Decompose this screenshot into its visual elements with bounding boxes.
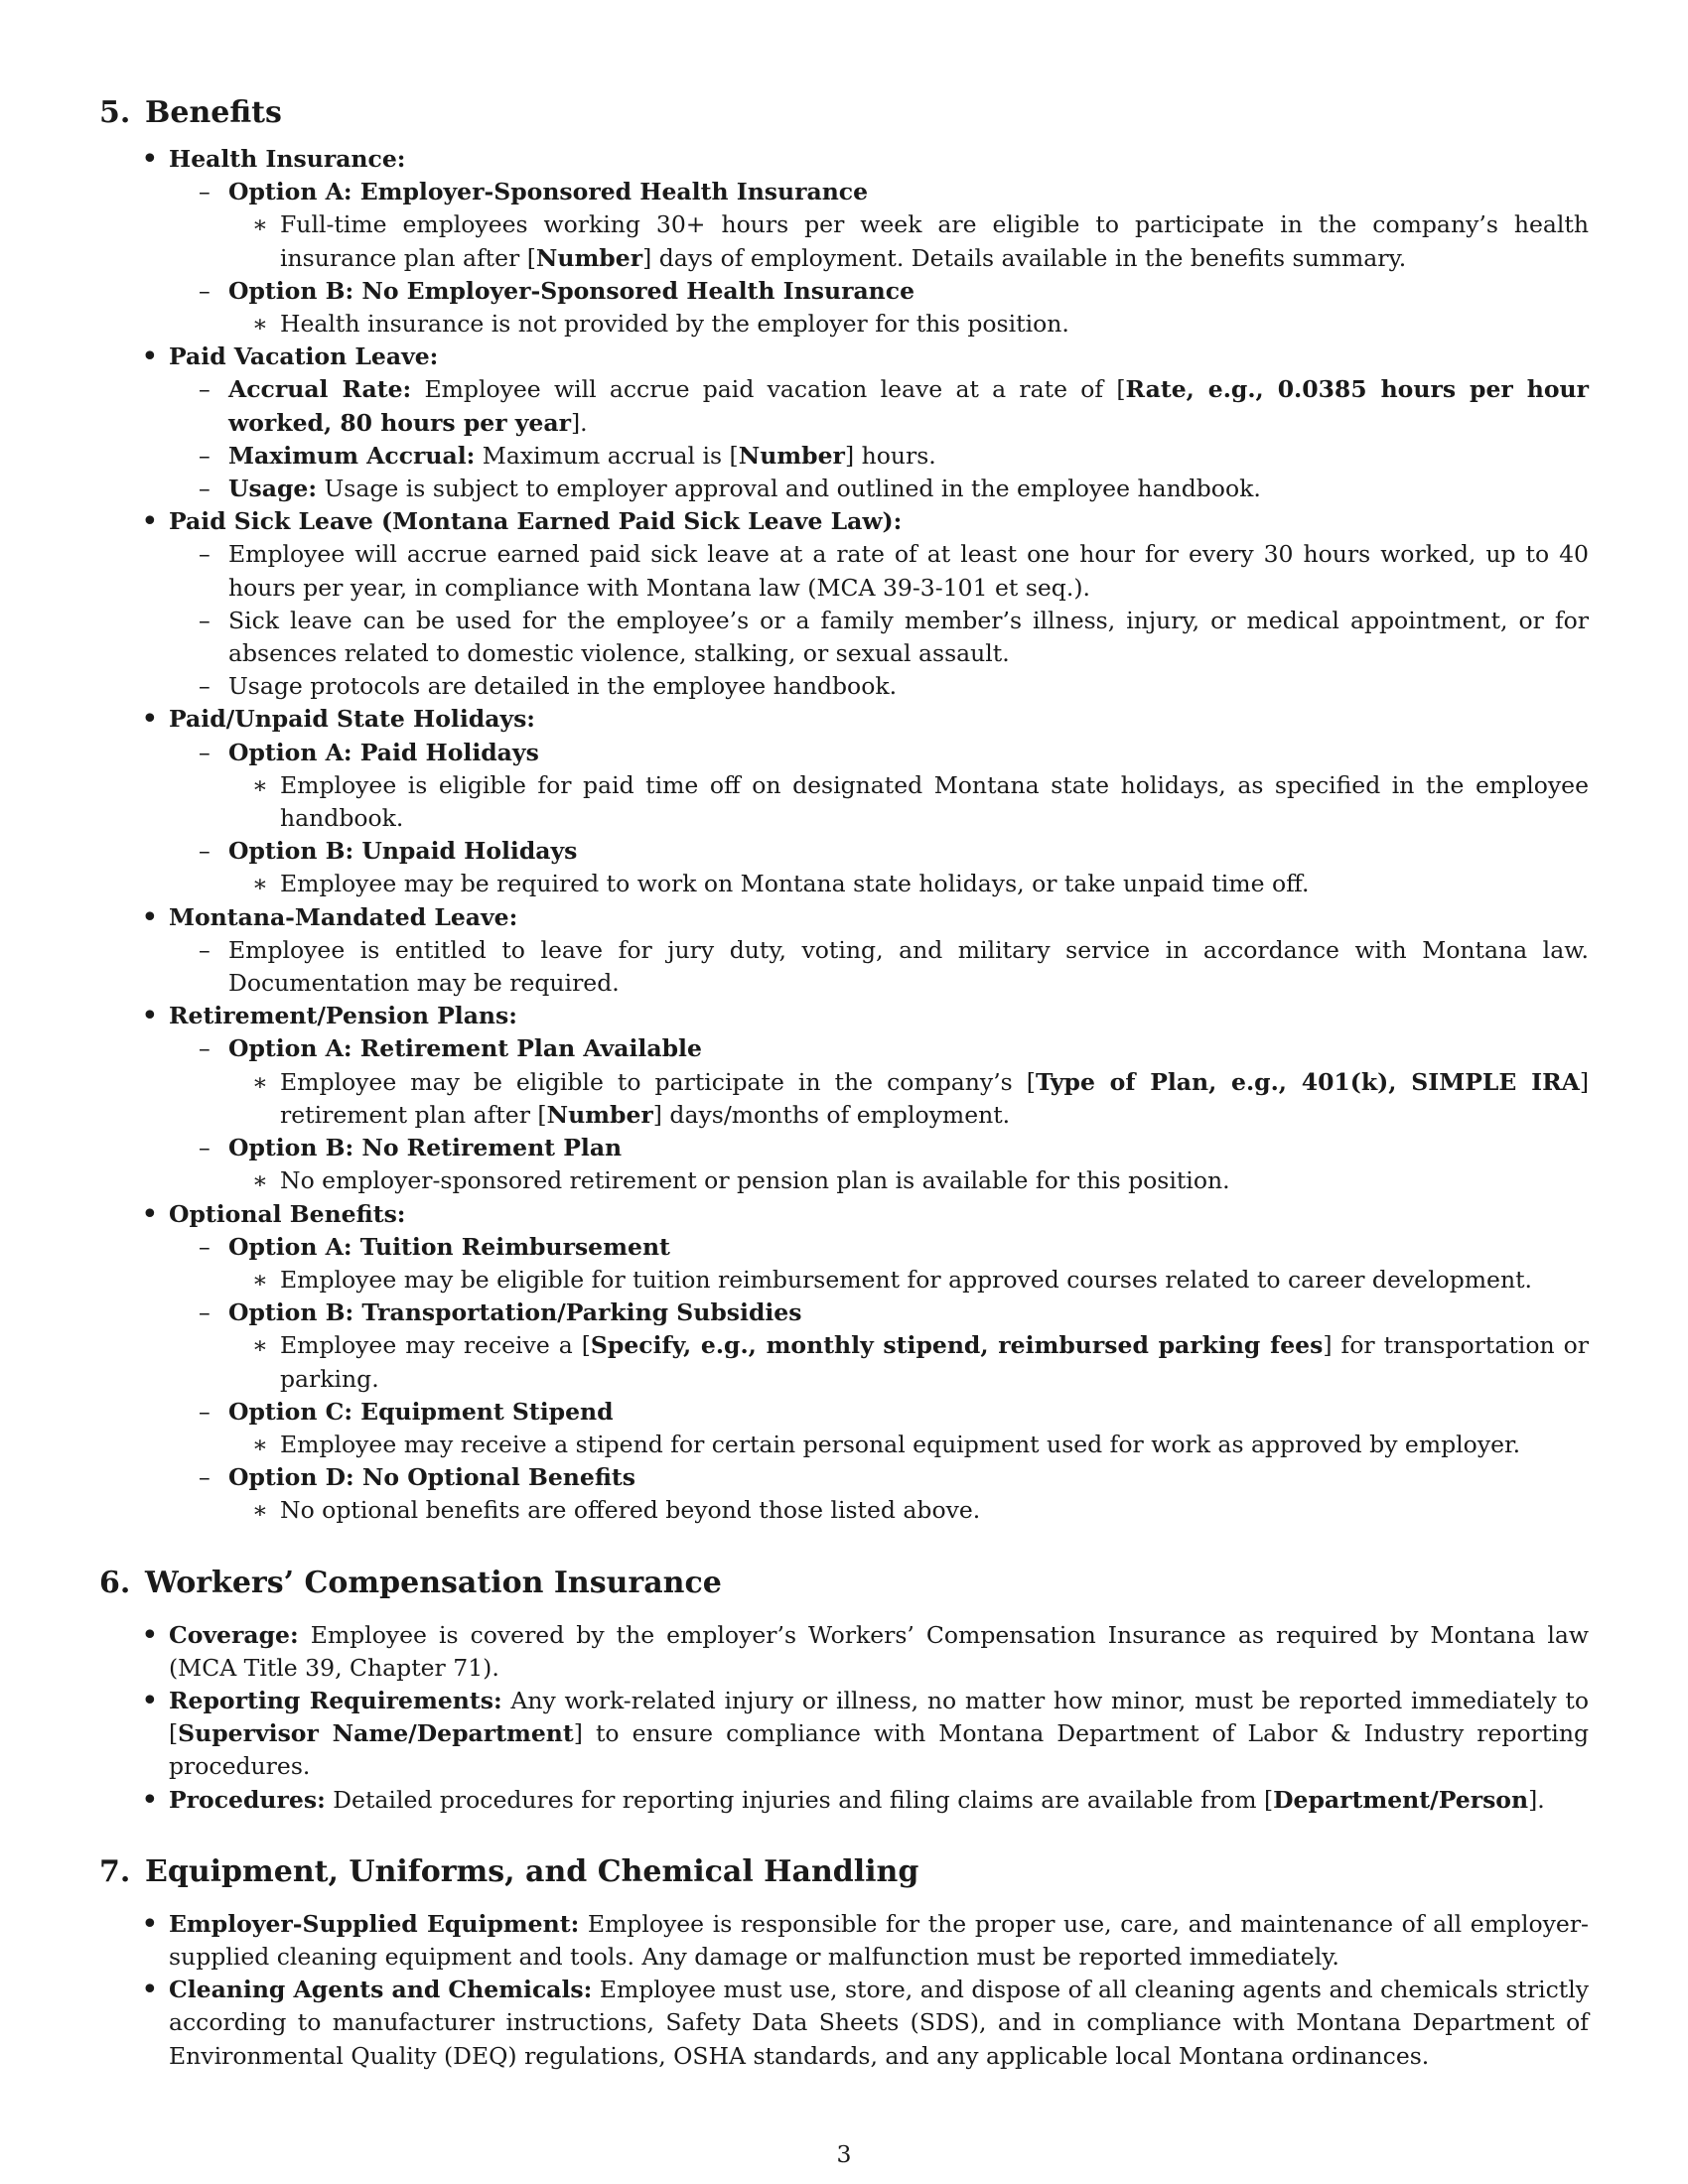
- dash-icon: –: [199, 738, 211, 766]
- list-item-paid-sick-leave: [141, 504, 1589, 540]
- option-label: Option A: Employer-Sponsored Health Insurance: [228, 178, 869, 206]
- option-label: Option B: No Employer-Sponsored Health Insurance: [228, 276, 915, 305]
- dash-icon: –: [199, 935, 211, 964]
- item-label: Retirement/Pension Plans:: [169, 1002, 517, 1030]
- dash-icon: –: [199, 276, 211, 305]
- option-label: Option B: Transportation/Parking Subsidies: [228, 1298, 802, 1327]
- option-detail: ∗ Full-time employees working 30+ hours per week are eligible to participate in the company’s health insurance plan after [Number] days of employment. Details available in the benefits summary.: [252, 210, 1589, 272]
- bullet-icon: •: [141, 142, 159, 177]
- placeholder-field: Number: [738, 441, 845, 470]
- asterisk-icon: ∗: [252, 310, 268, 339]
- bullet-icon: •: [141, 1782, 159, 1818]
- option-item: [199, 1132, 1589, 1164]
- dash-icon: –: [199, 1298, 211, 1327]
- list-item-reporting-requirements: • Reporting Requirements: Any work-related injury or illness, no matter how minor, must be reported immediately to [Supervisor Name/Department] to ensure compliance with Montana Department of Labor & Industry reporting procedures.: [141, 1683, 1589, 1781]
- page-content: [99, 95, 1589, 2073]
- asterisk-icon: ∗: [252, 1430, 268, 1458]
- sub-item: – Employee will accrue earned paid sick leave at a rate of at least one hour for every 30 hours worked, up to 40 hours per year, in compliance with Montana law (MCA 39-3-101 et seq.).: [199, 540, 1589, 602]
- option-item: [199, 176, 1589, 208]
- sub-item: – Usage: Usage is subject to employer approval and outlined in the employee handbook.: [228, 473, 1589, 505]
- asterisk-icon: ∗: [252, 1265, 268, 1294]
- list-item-retirement-plans: [141, 999, 1589, 1034]
- option-item: [199, 1396, 1589, 1429]
- list-item-cleaning-agents: • Cleaning Agents and Chemicals: Employee must use, store, and dispose of all cleaning agents and chemicals strictly according to manufacturer instructions, Safety Data Sheets (SDS), and in compliance with Montana Department of Environmental Quality (DEQ) regulations, OSHA standards, and any applicable local Montana ordinances.: [141, 1973, 1589, 2070]
- bullet-icon: •: [141, 1617, 159, 1653]
- option-detail: ∗ Employee may be required to work on Montana state holidays, or take unpaid time off.: [280, 868, 1589, 900]
- item-label: Paid Sick Leave (Montana Earned Paid Sick Leave Law):: [169, 507, 903, 536]
- page-number: 3: [836, 2140, 852, 2168]
- list-item-health-insurance: [141, 142, 1589, 177]
- sub-item: – Accrual Rate: Employee will accrue paid vacation leave at a rate of [Rate, e.g., 0.0385 hours per hour worked, 80 hours per year].: [199, 375, 1589, 437]
- bullet-icon: •: [141, 702, 159, 738]
- asterisk-icon: ∗: [252, 1166, 268, 1195]
- option-item: [199, 1032, 1589, 1065]
- section-number: 6.: [99, 1565, 131, 1600]
- list-item-coverage: • Coverage: Employee is covered by the employer’s Workers’ Compensation Insurance as required by Montana law (MCA Title 39, Chapter 71).: [141, 1617, 1589, 1682]
- dash-icon: –: [199, 1134, 211, 1162]
- dash-icon: –: [199, 540, 211, 569]
- section-title: Equipment, Uniforms, and Chemical Handling: [145, 1853, 919, 1889]
- section-title: Benefits: [145, 95, 282, 130]
- asterisk-icon: ∗: [252, 1331, 268, 1360]
- dash-icon: –: [199, 178, 211, 206]
- sub-item: – Employee is entitled to leave for jury duty, voting, and military service in accordance with Montana law. Documentation may be required.: [199, 935, 1589, 998]
- sub-item: – Maximum Accrual: Maximum accrual is [Number] hours.: [228, 440, 1589, 473]
- section-heading-workers-compensation: [99, 1566, 1589, 1601]
- option-label: Option B: Unpaid Holidays: [228, 837, 578, 866]
- section-heading-benefits: [99, 95, 1589, 131]
- list-item-paid-vacation-leave: [141, 340, 1589, 375]
- placeholder-field: Supervisor Name/Department: [178, 1719, 574, 1748]
- item-label: Optional Benefits:: [169, 1199, 406, 1228]
- section-heading-equipment-chemical-handling: [99, 1854, 1589, 1890]
- option-label: Option A: Retirement Plan Available: [228, 1034, 702, 1063]
- list-item-procedures: • Procedures: Detailed procedures for reporting injuries and filing claims are available from [Department/Person].: [141, 1782, 1545, 1818]
- asterisk-icon: ∗: [252, 210, 268, 239]
- section-number: 7.: [99, 1853, 131, 1889]
- option-item: [199, 835, 1589, 868]
- sub-item: – Usage protocols are detailed in the employee handbook.: [228, 670, 1589, 703]
- option-detail: ∗ Employee may receive a [Specify, e.g., monthly stipend, reimbursed parking fees] for transportation or parking.: [252, 1331, 1589, 1393]
- option-label: Option C: Equipment Stipend: [228, 1397, 614, 1426]
- placeholder-field: Type of Plan, e.g., 401(k), SIMPLE IRA: [1035, 1067, 1580, 1096]
- section-title: Workers’ Compensation Insurance: [145, 1565, 722, 1600]
- asterisk-icon: ∗: [252, 770, 268, 799]
- bullet-icon: •: [141, 1683, 159, 1718]
- asterisk-icon: ∗: [252, 1067, 268, 1096]
- option-item: [199, 1461, 1589, 1494]
- option-detail: ∗ No employer-sponsored retirement or pension plan is available for this position.: [280, 1164, 1589, 1197]
- bullet-icon: •: [141, 1906, 159, 1942]
- list-item-state-holidays: [141, 702, 1589, 738]
- dash-icon: –: [199, 606, 211, 634]
- bullet-icon: •: [141, 1973, 159, 2008]
- option-label: Option A: Tuition Reimbursement: [228, 1232, 670, 1261]
- bullet-icon: •: [141, 1196, 159, 1232]
- item-label: Health Insurance:: [169, 145, 406, 173]
- bullet-icon: •: [141, 899, 159, 935]
- bullet-icon: •: [141, 999, 159, 1034]
- option-item: [199, 1231, 1589, 1264]
- dash-icon: –: [199, 1463, 211, 1492]
- dash-icon: –: [199, 1034, 211, 1063]
- dash-icon: –: [199, 375, 211, 404]
- bullet-icon: •: [141, 504, 159, 540]
- asterisk-icon: ∗: [252, 870, 268, 898]
- placeholder-field: Specify, e.g., monthly stipend, reimbursed parking fees: [590, 1331, 1324, 1360]
- bullet-icon: •: [141, 340, 159, 375]
- dash-icon: –: [199, 475, 211, 503]
- placeholder-field: Number: [546, 1100, 653, 1129]
- option-detail: ∗ Health insurance is not provided by the employer for this position.: [280, 308, 1589, 341]
- option-item: [199, 1297, 1589, 1329]
- option-detail: ∗ Employee is eligible for paid time off on designated Montana state holidays, as specified in the employee handbook.: [252, 770, 1589, 833]
- dash-icon: –: [199, 672, 211, 701]
- option-detail: ∗ No optional benefits are offered beyond those listed above.: [280, 1494, 1589, 1527]
- section-number: 5.: [99, 95, 131, 130]
- option-item: [199, 275, 1589, 308]
- option-detail: ∗ Employee may be eligible for tuition reimbursement for approved courses related to career development.: [280, 1264, 1589, 1297]
- list-item-employer-supplied-equipment: • Employer-Supplied Equipment: Employee is responsible for the proper use, care, and maintenance of all employer-supplied cleaning equipment and tools. Any damage or malfunction must be reported immediately.: [141, 1906, 1589, 1971]
- item-label: Montana-Mandated Leave:: [169, 902, 518, 931]
- item-label: Paid/Unpaid State Holidays:: [169, 705, 535, 734]
- dash-icon: –: [199, 1232, 211, 1261]
- option-detail: ∗ Employee may receive a stipend for certain personal equipment used for work as approved by employer.: [280, 1429, 1589, 1461]
- placeholder-field: Department/Person: [1273, 1785, 1529, 1814]
- placeholder-field: Number: [535, 243, 643, 272]
- placeholder-field: Rate, e.g., 0.0385 hours per hour worked, 80 hours per year: [228, 375, 1589, 437]
- dash-icon: –: [199, 1397, 211, 1426]
- sub-item: – Sick leave can be used for the employee’s or a family member’s illness, injury, or medical appointment, or for absences related to domestic violence, stalking, or sexual assault.: [199, 606, 1589, 668]
- asterisk-icon: ∗: [252, 1496, 268, 1525]
- list-item-mandated-leave: [141, 899, 1589, 935]
- item-label: Paid Vacation Leave:: [169, 342, 439, 371]
- option-item: [199, 737, 1589, 769]
- option-label: Option A: Paid Holidays: [228, 738, 539, 766]
- option-detail: ∗ Employee may be eligible to participate in the company’s [Type of Plan, e.g., 401(k), SIMPLE IRA] retirement plan after [Number] days/months of employment.: [252, 1067, 1590, 1129]
- list-item-optional-benefits: [141, 1196, 1589, 1232]
- dash-icon: –: [199, 441, 211, 470]
- option-label: Option B: No Retirement Plan: [228, 1134, 623, 1162]
- option-label: Option D: No Optional Benefits: [228, 1463, 635, 1492]
- dash-icon: –: [199, 837, 211, 866]
